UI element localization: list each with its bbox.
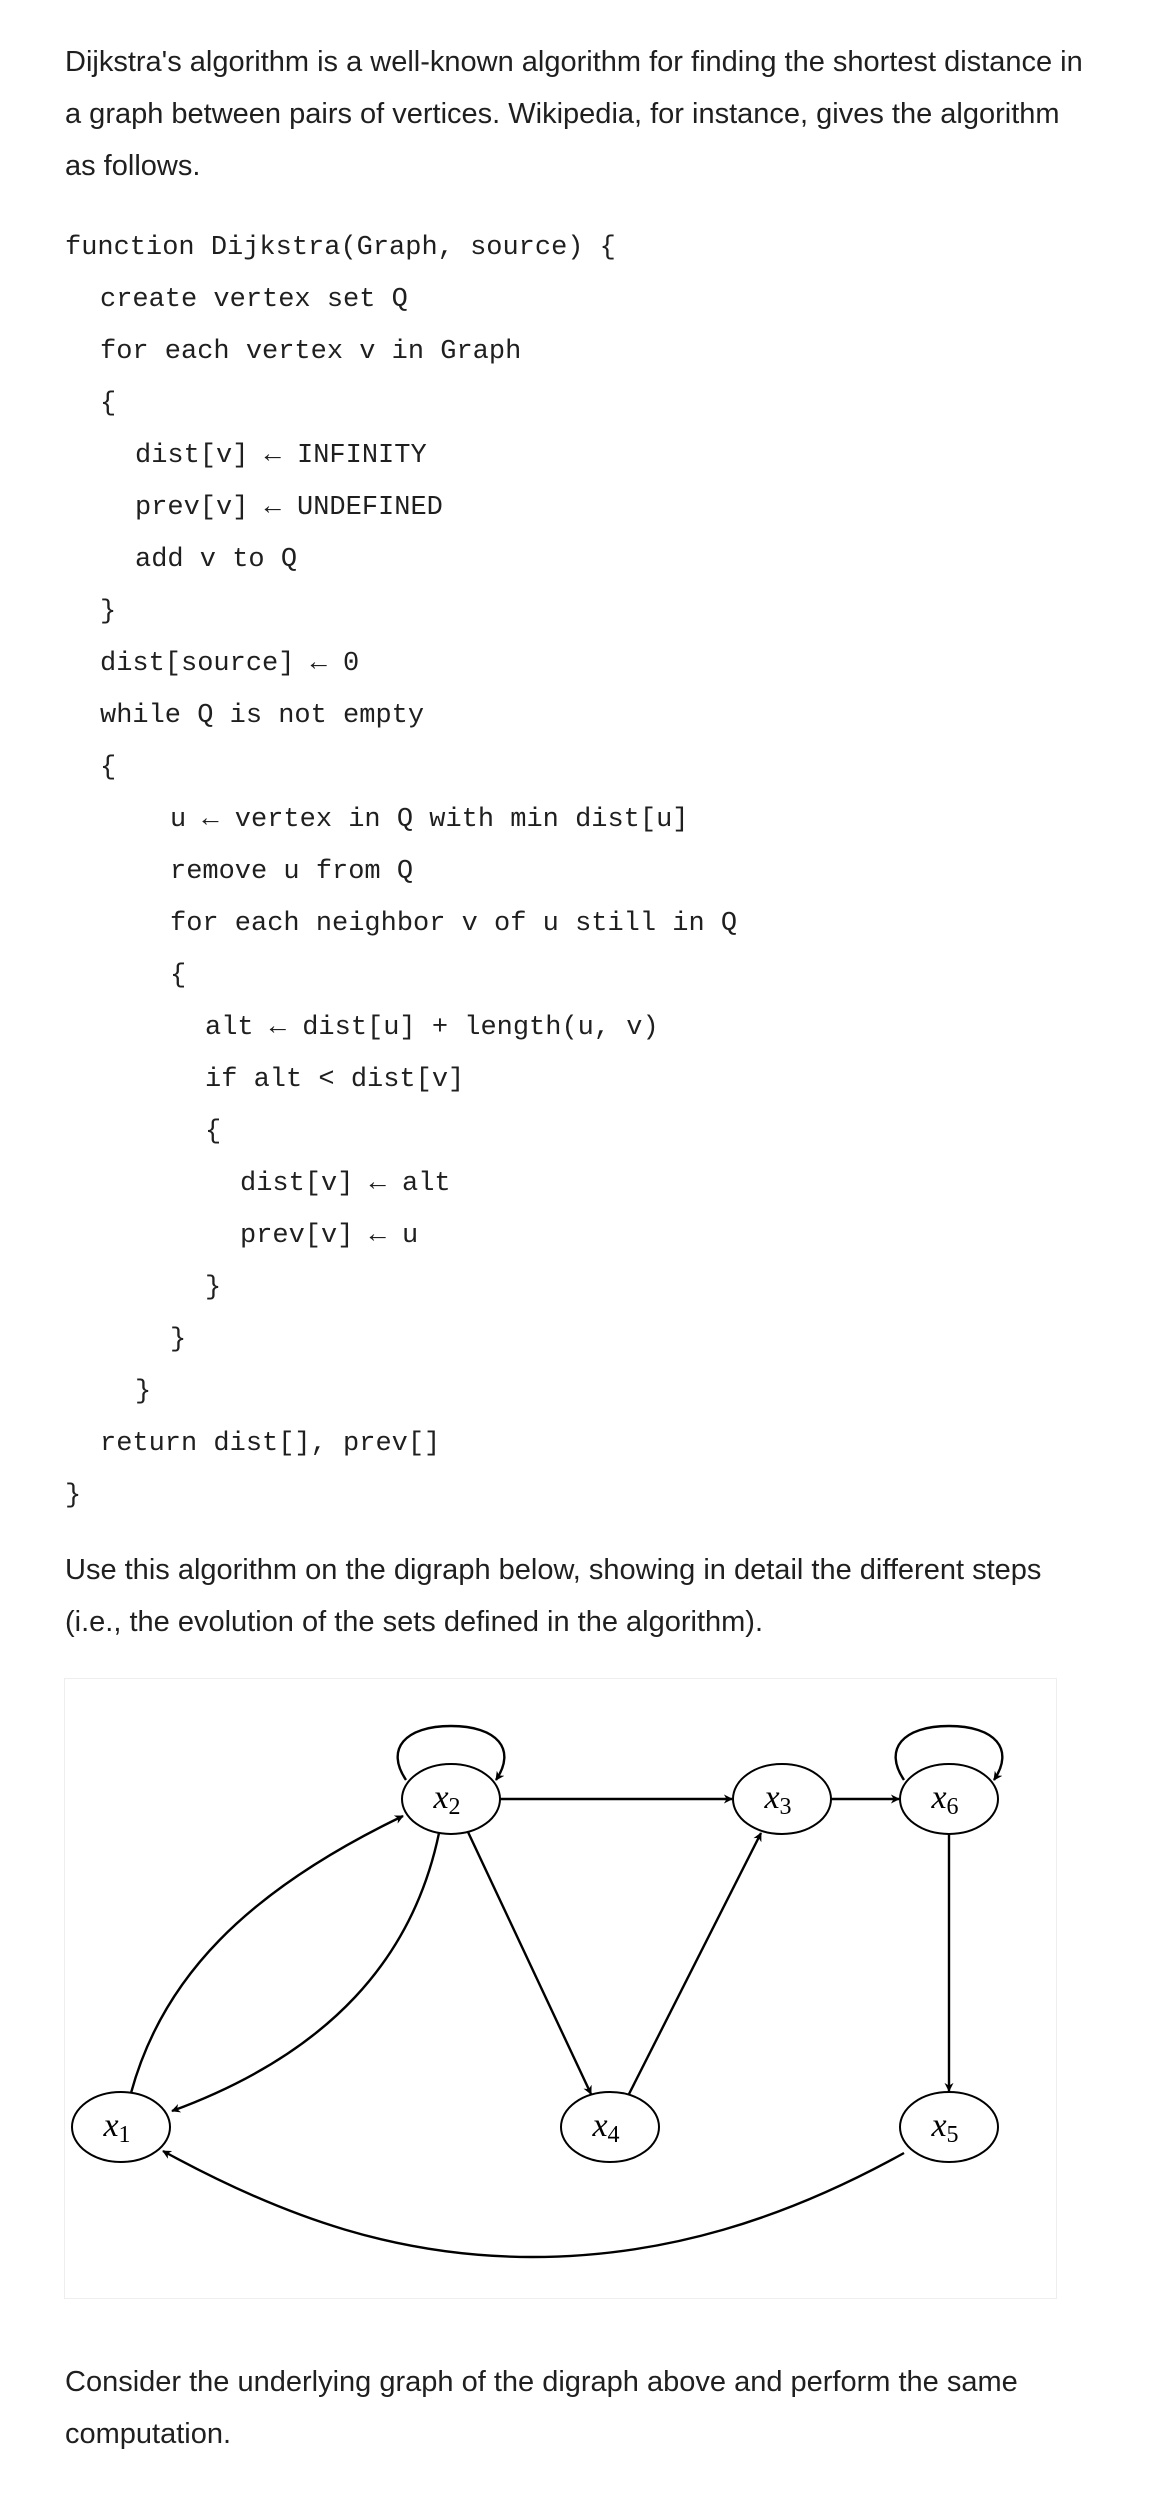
code-line: } xyxy=(65,1481,82,1511)
code-line: while Q is not empty xyxy=(100,701,425,731)
code-line: } xyxy=(100,597,117,627)
edge-x1-to-x2 xyxy=(131,1816,403,2093)
intro-paragraph: Dijkstra's algorithm is a well-known algorithm for finding the shortest distance in a graph between pairs of vertices. Wikipedia, for instance, gives the algorithm as follows. xyxy=(65,46,1083,182)
code-line: for each neighbor v of u still in Q xyxy=(170,909,738,939)
edge-x5-to-x1 xyxy=(163,2151,904,2257)
code-line: dist[v] ← INFINITY xyxy=(135,441,427,471)
code-line: return dist[], prev[] xyxy=(100,1429,441,1459)
code-line: } xyxy=(205,1273,222,1303)
code-line: alt ← dist[u] + length(u, v) xyxy=(205,1013,659,1043)
code-line: { xyxy=(100,389,117,419)
node-variable: x xyxy=(433,1779,449,1816)
code-line: { xyxy=(205,1117,222,1147)
node-subscript: 3 xyxy=(779,1794,792,1820)
digraph-svg xyxy=(65,1679,1058,2300)
node-subscript: 2 xyxy=(448,1794,461,1820)
node-subscript: 6 xyxy=(946,1794,959,1820)
node-subscript: 5 xyxy=(946,2122,959,2148)
task-paragraph: Use this algorithm on the digraph below, showing in detail the different steps (i.e., the evolution of the sets defined in the algorithm). xyxy=(65,1554,1042,1638)
code-line: { xyxy=(170,961,187,991)
code-line: prev[v] ← u xyxy=(240,1221,419,1251)
node-variable: x xyxy=(931,2107,947,2144)
code-line: } xyxy=(135,1377,152,1407)
code-line: { xyxy=(100,753,117,783)
code-line: dist[v] ← alt xyxy=(240,1169,451,1199)
node-variable: x xyxy=(764,1779,780,1816)
code-line: remove u from Q xyxy=(170,857,414,887)
code-line: } xyxy=(170,1325,187,1355)
code-line: function Dijkstra(Graph, source) { xyxy=(65,233,616,263)
edge-x4-to-x3 xyxy=(629,1833,761,2094)
node-subscript: 1 xyxy=(118,2122,131,2148)
node-subscript: 4 xyxy=(607,2122,620,2148)
code-line: for each vertex v in Graph xyxy=(100,337,522,367)
node-variable: x xyxy=(592,2107,608,2144)
code-line: dist[source] ← 0 xyxy=(100,649,360,679)
code-line: u ← vertex in Q with min dist[u] xyxy=(170,805,689,835)
code-line: if alt < dist[v] xyxy=(205,1065,465,1095)
node-x2 xyxy=(402,1764,500,1834)
node-x6 xyxy=(900,1764,998,1834)
edge-x2-to-x4 xyxy=(468,1832,591,2094)
code-line: add v to Q xyxy=(135,545,298,575)
node-x5 xyxy=(900,2092,998,2162)
edge-x2-to-x1 xyxy=(172,1833,439,2111)
node-variable: x xyxy=(931,1779,947,1816)
code-line: create vertex set Q xyxy=(100,285,408,315)
underlying-graph-paragraph: Consider the underlying graph of the digraph above and perform the same computation. xyxy=(65,2366,1018,2450)
node-variable: x xyxy=(103,2107,119,2144)
code-line: prev[v] ← UNDEFINED xyxy=(135,493,443,523)
node-x4 xyxy=(561,2092,659,2162)
node-x1 xyxy=(72,2092,170,2162)
digraph-figure xyxy=(64,1678,1057,2299)
node-x3 xyxy=(733,1764,831,1834)
